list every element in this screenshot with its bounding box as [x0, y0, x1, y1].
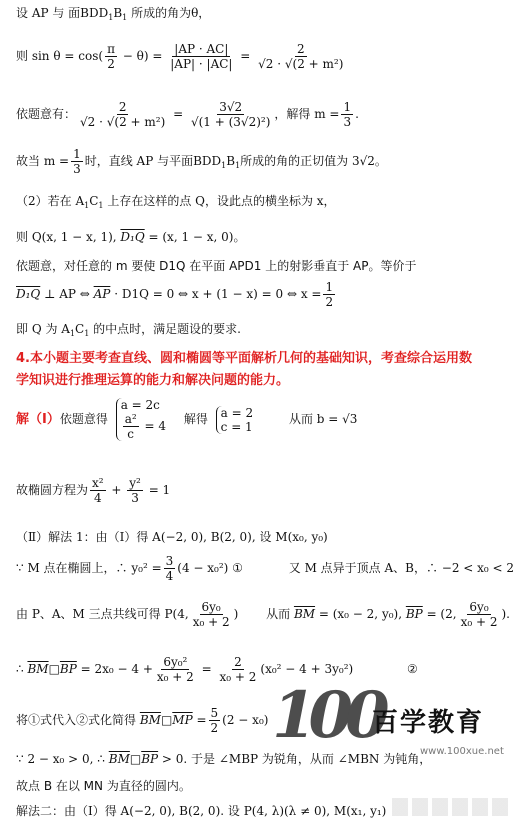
line-solution-part1: 解（Ⅰ）依题意得 a = 2c $\frac{\text{a²}}{c}$ = 4 解得 a = 2 c = 1 从而 b = √3 [16, 398, 358, 441]
logo-url: www.100xue.net [420, 746, 504, 757]
line-point-q: 则 Q(x, 1 − x, 1), D₁Q = (x, 1 − x, 0)。 [16, 230, 246, 244]
logo-text: 百学教育 [372, 708, 485, 738]
logo-mark: 100 [272, 678, 382, 753]
line-projection: 依题意，对任意的 m 要使 D1Q 在平面 APD1 上的射影垂直于 AP。等价于 [16, 259, 417, 273]
watermark-logo [272, 678, 504, 774]
line-on-ellipse: ∵ M 点在椭圆上，∴ y₀² = $\frac{3}{4}$ (4 − x₀²) ① 又 M 点异于顶点 A、B，∴ −2 < x₀ < 2 [16, 554, 515, 583]
line-part2-intro: （2）若在 $A_1C_1$ 上存在这样的点 Q，设此点的横坐标为 x， [16, 194, 336, 210]
line-equivalence: D₁Q ⊥ AP ⇔ $\overline{AP} \cdot D1Q = 0$ ⇔ x + (1 − x) = 0 ⇔ x = $\frac{1}{2}$ [16, 280, 334, 309]
line-acute-angle: ∵ 2 − x₀ > 0, ∴ $\overline{BM}□\overline{BP} > 0$. 于是 ∠MBP 为锐角，从而 ∠MBN 为钝角， [16, 752, 432, 766]
line-conclusion-1: 故当 m = $\frac{1}{3}$ 时，直线 AP 与平面$BDD_1B_1$所成的角的正切值为 3√2。 [16, 147, 387, 176]
line-condition: 依题意有： $\frac{2}{\text{√2 · √(2 + m²)}}$ = $\frac{3√2}{\text{√(1 + (3√2)²)}}$ ，解得 m = $\frac{1}{3}$ . [16, 100, 359, 129]
line-method1-intro: （Ⅱ）解法 1：由（Ⅰ）得 A(−2, 0), B(2, 0), 设 M(x₀, y₀) [16, 530, 328, 544]
line-substitute: 将①式代入②式化简得 $\overline{BM}□\overline{MP}$ = $\frac{5}{2}$ (2 − x₀) [16, 706, 269, 735]
watermark-ghost-text [392, 798, 512, 816]
line-collinear: 由 P、A、M 三点共线可得 P(4, $\frac{\text{6y₀}}{\text{x₀ + 2}}$ ) 从而 $\overline{BM} = (x_0 - 2$, y₀), $\overline{BP} = (2$, $\frac{\text{6y₀}}{\text{x₀ + 2}}$ ). [16, 600, 510, 629]
line-dot-product: ∴ $\overline{BM}□\overline{BP} = 2x_0 - 4$ + $\frac{\text{6y₀²}}{\text{x₀ + 2}}$ = $\frac{2}{\text{x₀ + 2}}$ (x₀² − 4 + 3y₀²) ② [16, 655, 418, 684]
problem-4-heading: 4.本小题主要考查直线、圆和椭圆等平面解析几何的基础知识，考查综合运用数 学知识进行推理运算的能力和解决问题的能力。 [16, 351, 472, 388]
line-sin-formula: 则 sin θ = cos( $\frac{\pi}{2}$ − θ) = $\frac{|AP \cdot AC|}{|AP| \cdot |AC|}$ = $\frac{2}{\text{√2 · √(2 + m²)}}$ [16, 42, 344, 71]
line-ellipse-eq: 故椭圆方程为 $\frac{\text{x²}}{4}$ + $\frac{\text{y²}}{3}$ = 1 [16, 476, 171, 505]
line-angle-def: 设 AP 与 面$BDD_1B_1$ 所成的角为θ， [16, 6, 211, 22]
line-midpoint: 即 Q 为 $A_1C_1$ 的中点时，满足题设的要求. [16, 322, 241, 338]
line-method2-intro: 解法二：由（Ⅰ）得 A(−2, 0), B(2, 0). 设 P(4, λ)(λ ≠ 0), M(x₁, y₁) [16, 804, 387, 818]
line-in-circle: 故点 B 在以 MN 为直径的圆内。 [16, 779, 191, 793]
